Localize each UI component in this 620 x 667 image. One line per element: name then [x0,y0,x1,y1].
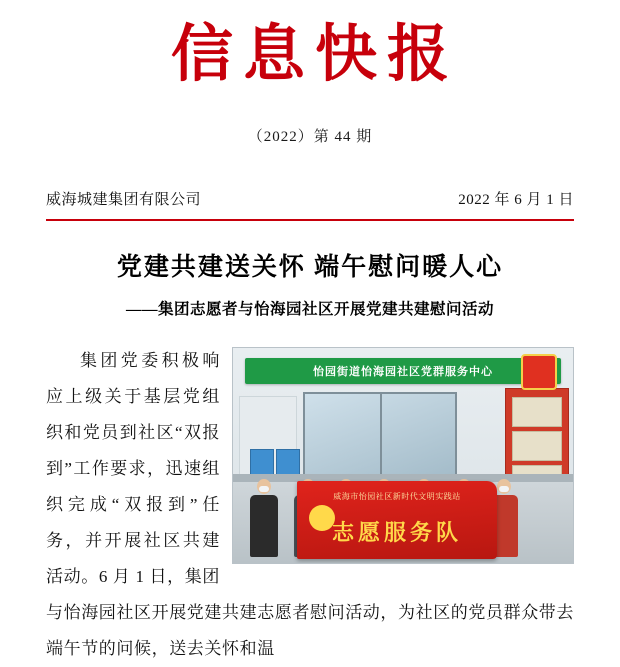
article-headline: 党建共建送关怀 端午慰问暖人心 [116,254,504,282]
header-divider [46,219,574,221]
photo-volunteer-banner [297,481,497,559]
issue-number: （2022）第 44 期 [247,129,373,146]
organization-name: 威海城建集团有限公司 [46,192,202,209]
article-photo [232,347,574,564]
photo-wall-panel [512,397,562,427]
photo-wall-panel [512,431,562,461]
meta-row [46,188,574,209]
photo-sign-emblem-icon [521,354,557,390]
article-body [46,343,574,667]
publish-date: 2022 年 6 月 1 日 [458,192,574,209]
photo-person [249,479,279,557]
publication-title: 信息快报 [170,17,459,90]
article-paragraph: 集团党委积极响应上级关于基层党组织和党员到社区“双报到”工作要求，迅速组织完成“双报到”任务，并开展社区共建活动。6 月 1 日，集团与怡海园社区开展党建共建志愿者慰问活动，为社区的党员群众带去端午节的问候，送去关怀和温 [46,351,574,659]
photo-building-sign: 怡园街道怡海园社区党群服务中心 [245,358,561,384]
article-subheadline: ——集团志愿者与怡海园社区开展党建共建慰问活动 [125,301,494,319]
masthead [46,0,574,89]
photo-banner-title: 志愿服务队 [331,520,462,547]
photo-banner-subtitle: 威海市怡园社区新时代文明实践站 [333,492,461,502]
